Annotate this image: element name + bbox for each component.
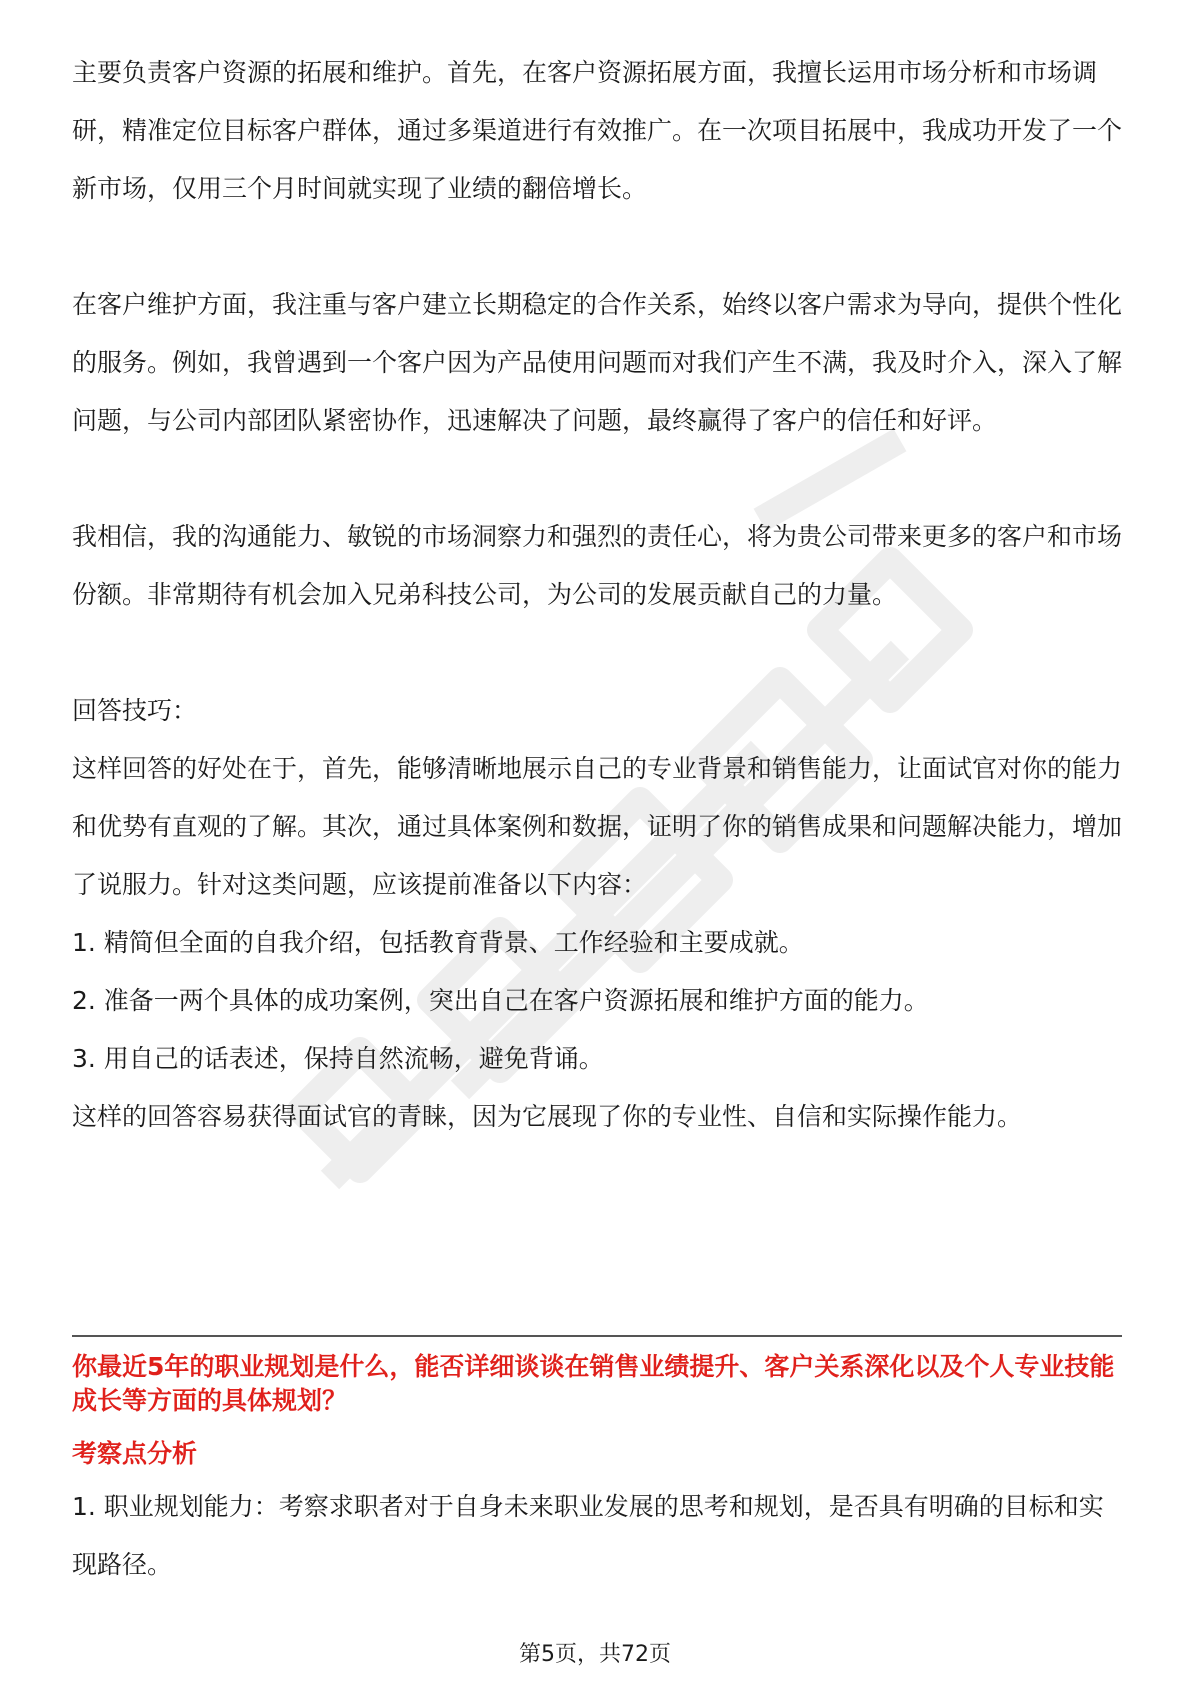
tips-item-2: 2. 准备一两个具体的成功案例，突出自己在客户资源拓展和维护方面的能力。 xyxy=(72,986,929,1015)
page-number: 第5页，共72页 xyxy=(519,1642,671,1667)
section-divider xyxy=(72,1335,1122,1337)
analysis-heading: 考察点分析 xyxy=(72,1439,198,1468)
analysis-item-1: 1. 职业规划能力：考察求职者对于自身未来职业发展的思考和规划，是否具有明确的目标和实现路径。 xyxy=(72,1492,1104,1579)
question-section xyxy=(72,1350,1122,1594)
paragraph-client-expansion: 主要负责客户资源的拓展和维护。首先，在客户资源拓展方面，我擅长运用市场分析和市场调研，精准定位目标客户群体，通过多渠道进行有效推广。在一次项目拓展中，我成功开发了一个新市场，仅用三个月时间就实现了业绩的翻倍增长。 xyxy=(72,58,1123,203)
tips-intro: 这样回答的好处在于，首先，能够清晰地展示自己的专业背景和销售能力，让面试官对你的能力和优势有直观的了解。其次，通过具体案例和数据，证明了你的销售成果和问题解决能力，增加了说服力。针对这类问题，应该提前准备以下内容： xyxy=(72,754,1123,899)
question-title: 你最近5年的职业规划是什么，能否详细谈谈在销售业绩提升、客户关系深化以及个人专业技能成长等方面的具体规划？ xyxy=(72,1352,1115,1415)
tips-conclusion: 这样的回答容易获得面试官的青睐，因为它展现了你的专业性、自信和实际操作能力。 xyxy=(72,1102,1023,1131)
main-content xyxy=(72,44,1122,1146)
tips-item-3: 3. 用自己的话表述，保持自然流畅，避免背诵。 xyxy=(72,1044,604,1073)
tips-item-1: 1. 精简但全面的自我介绍，包括教育背景、工作经验和主要成就。 xyxy=(72,928,804,957)
tips-label: 回答技巧： xyxy=(72,696,198,725)
paragraph-closing-statement: 我相信，我的沟通能力、敏锐的市场洞察力和强烈的责任心，将为贵公司带来更多的客户和市场份额。非常期待有机会加入兄弟科技公司，为公司的发展贡献自己的力量。 xyxy=(72,522,1123,609)
paragraph-client-maintenance: 在客户维护方面，我注重与客户建立长期稳定的合作关系，始终以客户需求为导向，提供个性化的服务。例如，我曾遇到一个客户因为产品使用问题而对我们产生不满，我及时介入，深入了解问题，与公司内部团队紧密协作，迅速解决了问题，最终赢得了客户的信任和好评。 xyxy=(72,290,1123,435)
